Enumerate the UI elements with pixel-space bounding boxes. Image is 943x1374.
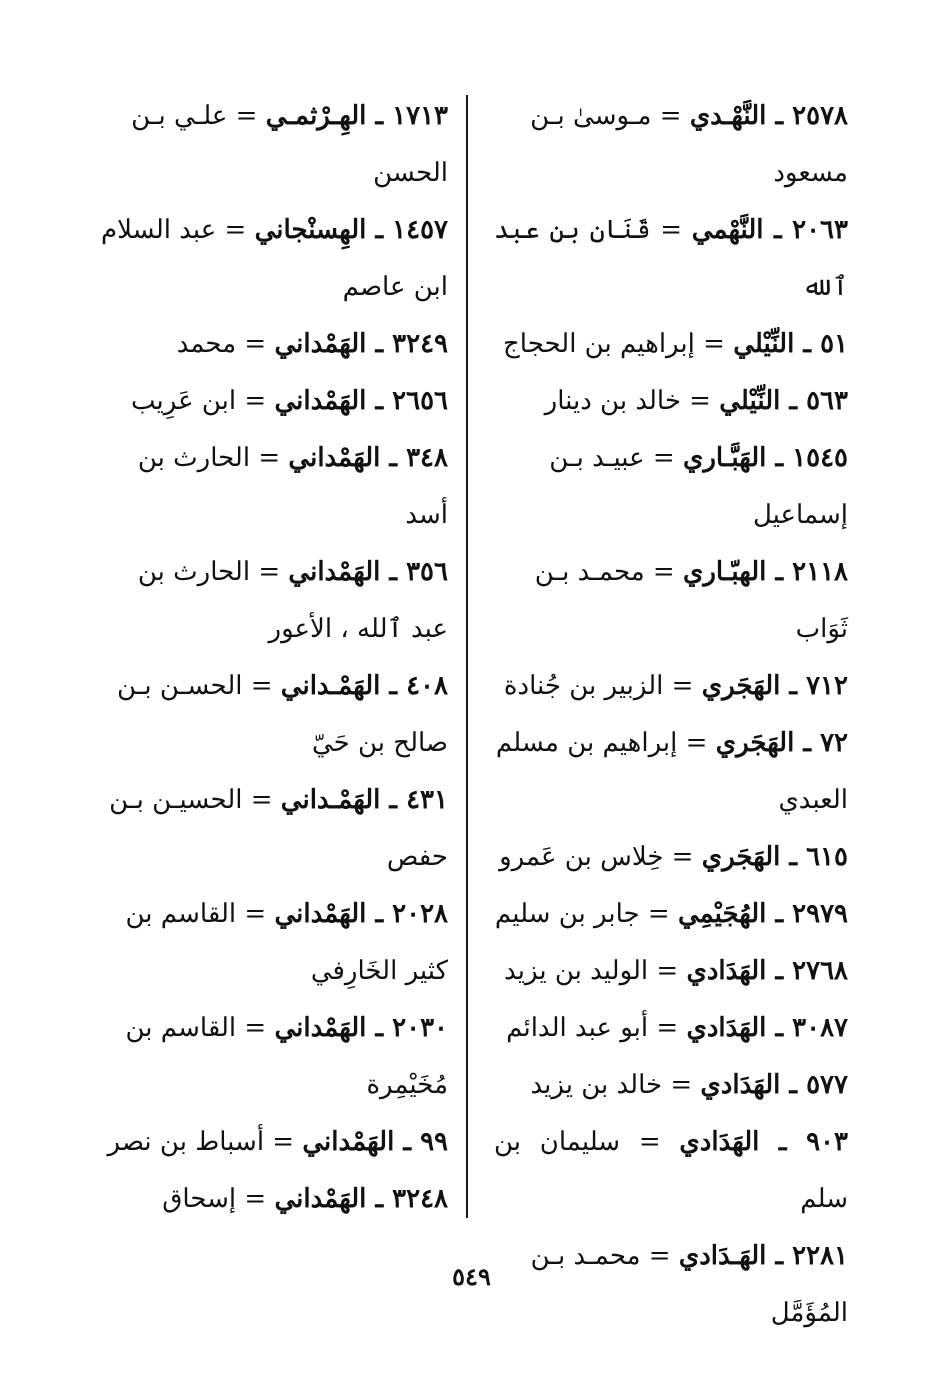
entry-nisba: الهَمْداني: [274, 1184, 367, 1214]
entry-number: ٥٦٣: [806, 386, 848, 416]
entry-nisba: النِّيْلي: [733, 329, 795, 359]
entry-name: محمـد بـن: [534, 557, 645, 587]
index-entry: [494, 202, 848, 316]
entry-name-continuation: كثير الخَارِفي: [310, 956, 448, 986]
entry-dash: ـ: [366, 899, 393, 929]
entry-equals: =: [250, 443, 289, 473]
column-divider: [466, 95, 468, 1218]
entry-equals: =: [620, 1127, 680, 1157]
entry-equals: =: [650, 215, 692, 245]
entry-nisba: الهَبَّـاري: [682, 443, 767, 473]
entry-dash: ـ: [766, 956, 793, 986]
entry-number: ٢٠٣٠: [392, 1013, 448, 1043]
entry-dash: ـ: [780, 1070, 807, 1100]
entry-dash: ـ: [763, 215, 793, 245]
entry-dash: ـ: [366, 215, 393, 245]
entry-equals: =: [236, 329, 275, 359]
entry-number: ٢٥٧٨: [792, 101, 848, 131]
entry-name: خالد بن دينار: [544, 386, 681, 416]
entry-dash: ـ: [780, 671, 807, 701]
entry-nisba: الهَجَري: [715, 728, 795, 758]
entry-dash: ـ: [380, 557, 407, 587]
entry-equals: =: [639, 899, 678, 929]
entry-name: إسحاق: [162, 1184, 237, 1214]
index-entry: [92, 658, 448, 772]
entry-dash: ـ: [766, 557, 793, 587]
entry-name: القاسم بن: [125, 899, 237, 929]
entry-name-continuation: العبدي: [778, 785, 848, 815]
index-entry: [92, 544, 448, 658]
entry-nisba: الهَمْداني: [274, 329, 367, 359]
entry-number: ٤٠٨: [406, 671, 448, 701]
entry-nisba: الهَمْـداني: [280, 671, 381, 701]
entry-equals: =: [648, 956, 687, 986]
entry-name-continuation: المُؤَمَّل: [770, 1298, 848, 1328]
entry-name: محمـد بـن: [530, 1241, 641, 1271]
entry-nisba: الهَمْـداني: [280, 785, 381, 815]
entry-name-continuation: أسد: [405, 500, 448, 530]
entry-name-continuation: إسماعيل: [752, 500, 848, 530]
index-entry: [494, 544, 848, 658]
entry-equals: =: [250, 557, 289, 587]
entry-dash: ـ: [380, 443, 407, 473]
entry-nisba: الهَمْداني: [288, 557, 381, 587]
entry-name-continuation: عبد ٱلله ، الأعور: [268, 614, 448, 644]
left-column: [92, 88, 448, 1228]
entry-equals: =: [216, 215, 255, 245]
entry-name: الوليد بن يزيد: [504, 956, 649, 986]
entry-equals: =: [677, 728, 716, 758]
entry-nisba: الهَدَادي: [679, 1127, 760, 1157]
entry-dash: ـ: [766, 899, 793, 929]
right-column: [494, 88, 848, 1342]
index-entry: [494, 1057, 848, 1114]
index-entry: [494, 430, 848, 544]
entry-dash: ـ: [380, 785, 407, 815]
entry-name: الحارث بن: [137, 557, 251, 587]
entry-number: ٩٩: [420, 1127, 448, 1157]
entry-name: إبراهيم بن مسلم: [495, 728, 678, 758]
entry-nisba: الهَمْداني: [274, 899, 367, 929]
entry-nisba: الهَدَادي: [686, 1013, 767, 1043]
entry-name-continuation: ثَوَاب: [795, 614, 848, 644]
index-entry: [92, 772, 448, 886]
entry-equals: =: [680, 386, 720, 416]
index-entry: [494, 715, 848, 829]
entry-name: خالد بن يزيد: [530, 1070, 663, 1100]
entry-number: ٣٥٦: [406, 557, 448, 587]
entry-name: ابن عَرِيب: [130, 386, 237, 416]
entry-number: ٣٤٨: [406, 443, 448, 473]
entry-name: جابر بن سليم: [494, 899, 640, 929]
entry-number: ٢٧٦٨: [792, 956, 848, 986]
entry-dash: ـ: [380, 671, 407, 701]
entry-nisba: الهَمْداني: [288, 443, 381, 473]
entry-name-continuation: الحسن: [373, 158, 448, 188]
entry-equals: =: [227, 101, 266, 131]
entry-dash: ـ: [780, 386, 807, 416]
entry-number: ٥٧٧: [806, 1070, 848, 1100]
entry-nisba: الهِـرْثمـي: [265, 101, 367, 131]
entry-nisba: النَّهْمي: [691, 215, 764, 245]
entry-number: ٩٠٣: [806, 1127, 848, 1157]
entry-name: قَنَان بن عبد ٱلله: [494, 215, 848, 302]
entry-dash: ـ: [366, 386, 393, 416]
entry-dash: ـ: [759, 1127, 807, 1157]
entry-name: خِلاس بن عَمرو: [499, 842, 664, 872]
entry-nisba: الهَمْداني: [274, 386, 367, 416]
index-entry: [92, 316, 448, 373]
index-entry: [92, 430, 448, 544]
entry-equals: =: [662, 1070, 701, 1100]
entry-equals: =: [242, 671, 281, 701]
index-entry: [494, 88, 848, 202]
entry-number: ١٤٥٧: [392, 215, 448, 245]
entry-nisba: الهَدَادي: [700, 1070, 781, 1100]
entry-number: ٢٠٦٣: [792, 215, 848, 245]
entry-number: ٣٢٤٩: [392, 329, 448, 359]
index-entry: [92, 1171, 448, 1228]
entry-number: ٧٢: [820, 728, 848, 758]
index-entry: [92, 88, 448, 202]
entry-number: ٦١٥: [806, 842, 848, 872]
entry-equals: =: [694, 329, 734, 359]
entry-dash: ـ: [366, 329, 393, 359]
entry-dash: ـ: [394, 1127, 421, 1157]
index-entry: [494, 1114, 848, 1228]
entry-nisba: الهَدَادي: [686, 956, 767, 986]
entry-name: عبيـد بـن: [549, 443, 645, 473]
entry-name: أسباط بن نصر: [107, 1127, 265, 1157]
entry-dash: ـ: [766, 1013, 793, 1043]
entry-number: ١٥٤٥: [792, 443, 848, 473]
index-entry: [494, 829, 848, 886]
entry-number: ٤٣١: [406, 785, 448, 815]
entry-dash: ـ: [794, 728, 821, 758]
entry-nisba: الهبّـاري: [682, 557, 767, 587]
index-entry: [92, 202, 448, 316]
entry-name-continuation: مسعود: [773, 158, 848, 188]
entry-number: ٢١١٨: [792, 557, 848, 587]
entry-name: أبو عبد الدائم: [506, 1013, 649, 1043]
entry-dash: ـ: [766, 1241, 793, 1271]
entry-number: ٢٩٧٩: [792, 899, 848, 929]
entry-name: الحسيـن بـن: [109, 785, 243, 815]
entry-nisba: الهَمْداني: [302, 1127, 395, 1157]
entry-equals: =: [663, 671, 702, 701]
index-entry: [92, 373, 448, 430]
entry-nisba: النَّهْـدي: [689, 101, 767, 131]
entry-equals: =: [236, 899, 275, 929]
entry-name: القاسم بن: [125, 1013, 237, 1043]
entry-dash: ـ: [366, 101, 393, 131]
entry-equals: =: [236, 1013, 275, 1043]
entry-name: سليمان بن سلم: [494, 1127, 848, 1214]
entry-equals: =: [644, 557, 683, 587]
entry-number: ٣٢٤٨: [392, 1184, 448, 1214]
index-entry: [494, 943, 848, 1000]
entry-equals: =: [242, 785, 281, 815]
entry-number: ٧١٢: [806, 671, 848, 701]
index-entry: [92, 886, 448, 1000]
entry-nisba: الهَجَري: [701, 671, 781, 701]
entry-dash: ـ: [366, 1184, 393, 1214]
entry-name: محمد: [176, 329, 237, 359]
entry-name: الحارث بن: [137, 443, 251, 473]
index-entry: [494, 373, 848, 430]
entry-nisba: الهَمْداني: [274, 1013, 367, 1043]
entry-equals: =: [651, 101, 690, 131]
entry-equals: =: [236, 386, 275, 416]
entry-dash: ـ: [366, 1013, 393, 1043]
entry-nisba: الهِسنْجاني: [254, 215, 367, 245]
entry-equals: =: [264, 1127, 303, 1157]
entry-nisba: الهُجَيْمِي: [677, 899, 767, 929]
index-entry: [92, 1000, 448, 1114]
entry-number: ٢٢٨١: [792, 1241, 848, 1271]
entry-number: ٢٠٢٨: [392, 899, 448, 929]
entry-name: عبد السلام: [101, 215, 217, 245]
entry-equals: =: [663, 842, 702, 872]
entry-name-continuation: حفص: [386, 842, 448, 872]
entry-name: الحسـن بـن: [117, 671, 243, 701]
index-entry: [494, 886, 848, 943]
index-entry: [494, 316, 848, 373]
entry-dash: ـ: [780, 842, 807, 872]
entry-name-continuation: مُخَيْمِرة: [366, 1070, 448, 1100]
entry-name-continuation: صالح بن حَيّ: [311, 728, 448, 758]
entry-nisba: النِّيْلي: [719, 386, 781, 416]
index-entry: [494, 658, 848, 715]
entry-number: ٥١: [820, 329, 848, 359]
entry-name-continuation: ابن عاصم: [342, 272, 448, 302]
entry-equals: =: [236, 1184, 275, 1214]
page-number: ٥٤٩: [452, 1262, 491, 1291]
entry-number: ١٧١٣: [392, 101, 448, 131]
entry-name: مـوسىٰ بـن: [530, 101, 652, 131]
entry-equals: =: [640, 1241, 679, 1271]
entry-number: ٢٦٥٦: [392, 386, 448, 416]
entry-equals: =: [644, 443, 683, 473]
entry-dash: ـ: [766, 443, 793, 473]
index-entry: [92, 1114, 448, 1171]
entry-name: الزبير بن جُنادة: [503, 671, 664, 701]
entry-name: إبراهيم بن الحجاج: [503, 329, 695, 359]
entry-name: علـي بـن: [131, 101, 228, 131]
entry-dash: ـ: [794, 329, 821, 359]
entry-dash: ـ: [766, 101, 793, 131]
entry-number: ٣٠٨٧: [792, 1013, 848, 1043]
entry-nisba: الهَـدَادي: [678, 1241, 767, 1271]
index-entry: [494, 1000, 848, 1057]
entry-nisba: الهَجَري: [701, 842, 781, 872]
entry-equals: =: [648, 1013, 687, 1043]
